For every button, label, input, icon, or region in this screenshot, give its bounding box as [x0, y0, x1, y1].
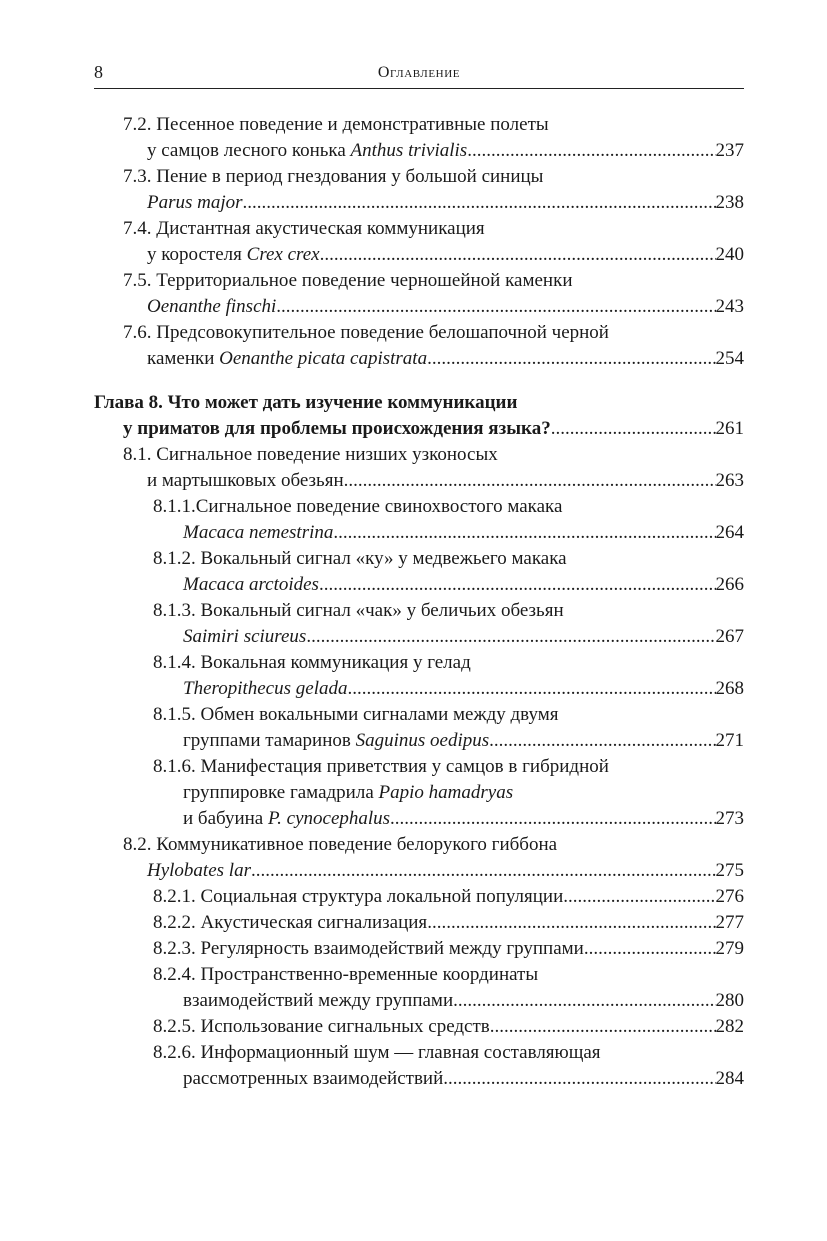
toc-page-number: 280 [715, 990, 744, 1011]
toc-entry-7-6: 7.6. Предсовокупительное поведение белошапочной черной каменки Oenanthe picata capistrata ..... 254 [94, 320, 744, 372]
toc-entry-8-2-1 [94, 884, 744, 910]
header-rule [94, 88, 744, 89]
toc-page-number: 266 [715, 574, 744, 595]
toc-entry-title: 8.1.1.Сигнальное поведение свинохвостого макака [153, 496, 563, 517]
dot-leader [489, 728, 715, 754]
toc-entry-title: 7.3. Пение в период гнездования у большой синицы [123, 166, 544, 187]
toc-page-number: 243 [715, 296, 744, 317]
dot-leader [563, 884, 715, 910]
toc-page-number: 263 [715, 470, 744, 491]
toc-entry-8-2-2 [94, 910, 744, 936]
toc-page-number: 284 [715, 1068, 744, 1089]
toc-entry-7-4: 7.4. Дистантная акустическая коммуникация у коростеля Crex crex ..... 240 [94, 216, 744, 268]
dot-leader [243, 190, 716, 216]
toc-page-number: 264 [715, 522, 744, 543]
toc-page-number: 237 [715, 140, 744, 161]
toc-page-number: 240 [715, 244, 744, 265]
toc-entry-title: 8.2.6. Информационный шум — главная составляющая [153, 1042, 601, 1063]
toc-entry-8-1: 8.1. Сигнальное поведение низших узконосых и мартышковых обезьян ..... 263 [94, 442, 744, 494]
dot-leader [551, 416, 716, 442]
toc-entry-8-2-6: 8.2.6. Информационный шум — главная составляющая рассмотренных взаимодействий ..... 284 [94, 1040, 744, 1092]
toc-entry-title: 8.1.6. Манифестация приветствия у самцов в гибридной [153, 756, 609, 777]
toc-entry-title: 8.2.1. Социальная структура локальной популяции [153, 886, 564, 907]
dot-leader [427, 346, 715, 372]
toc-chapter-8: Глава 8. Что может дать изучение коммуникации у приматов для проблемы происхождения языка? ..... 261 [94, 390, 744, 442]
toc-entry-7-2: 7.2. Песенное поведение и демонстративные полеты у самцов лесного конька Anthus trivialis ..... 237 [94, 112, 744, 164]
toc-page-number: 268 [715, 678, 744, 699]
toc-page-number: 267 [715, 626, 744, 647]
toc-entry-8-2-5 [94, 1014, 744, 1040]
dot-leader [319, 572, 716, 598]
toc-page-number: 254 [715, 348, 744, 369]
toc-entry-7-5: 7.5. Территориальное поведение черношейной каменки Oenanthe finschi ..... 243 [94, 268, 744, 320]
toc-entry-8-1-4: 8.1.4. Вокальная коммуникация у гелад Theropithecus gelada ..... 268 [94, 650, 744, 702]
dot-leader [443, 1066, 715, 1092]
toc-entry-title: 7.4. Дистантная акустическая коммуникация [123, 218, 485, 239]
toc-entry-8-1-3: 8.1.3. Вокальный сигнал «чак» у беличьих обезьян Saimiri sciureus ..... 267 [94, 598, 744, 650]
toc-entry-title: 8.1.4. Вокальная коммуникация у гелад [153, 652, 471, 673]
dot-leader [390, 806, 715, 832]
toc-page-number: 238 [715, 192, 744, 213]
toc-page-number: 273 [715, 808, 744, 829]
toc-page-number: 277 [715, 912, 744, 933]
dot-leader [490, 1014, 716, 1040]
toc-entry-title: 8.2.4. Пространственно-временные координаты [153, 964, 539, 985]
toc-entry-8-1-5: 8.1.5. Обмен вокальными сигналами между двумя группами тамаринов Saguinus oedipus ..... 271 [94, 702, 744, 754]
dot-leader [276, 294, 715, 320]
toc-entry-8-2-4: 8.2.4. Пространственно-временные координаты взаимодействий между группами ..... 280 [94, 962, 744, 1014]
dot-leader [427, 910, 715, 936]
toc-entry-title: 8.1. Сигнальное поведение низших узконосых [123, 444, 498, 465]
chapter-title: Глава 8. Что может дать изучение коммуникации [94, 392, 518, 413]
running-title: Оглавление [377, 64, 461, 81]
toc-entry-8-2-3 [94, 936, 744, 962]
page-number: 8 [94, 62, 103, 82]
toc-entry-title: 8.2.5. Использование сигнальных средств [153, 1016, 490, 1037]
toc-entry-title: 8.2.2. Акустическая сигнализация [153, 912, 428, 933]
toc-entry-title: 8.2.3. Регулярность взаимодействий между группами [153, 938, 584, 959]
dot-leader [347, 676, 715, 702]
toc-page-number: 261 [715, 418, 744, 439]
dot-leader [320, 242, 716, 268]
toc-page-number: 275 [715, 860, 744, 881]
toc-entry-8-1-6: 8.1.6. Манифестация приветствия у самцов в гибридной группировке гамадрила Papio hamadryas и бабуина P. cynocephalus ..... 273 [94, 754, 744, 832]
dot-leader [251, 858, 716, 884]
toc-entry-7-3: 7.3. Пение в период гнездования у большой синицы Parus major ..... 238 [94, 164, 744, 216]
page-header [94, 60, 744, 86]
toc-page-number: 276 [715, 886, 744, 907]
toc-entry-title: 8.1.2. Вокальный сигнал «ку» у медвежьего макака [153, 548, 567, 569]
toc-entry-8-1-2: 8.1.2. Вокальный сигнал «ку» у медвежьего макака Macaca arctoides ..... 266 [94, 546, 744, 598]
toc-page-number: 279 [715, 938, 744, 959]
toc-entry-title: 8.1.5. Обмен вокальными сигналами между двумя [153, 704, 559, 725]
dot-leader [333, 520, 715, 546]
dot-leader [467, 138, 715, 164]
dot-leader [453, 988, 715, 1014]
toc-entry-8-1-1: 8.1.1.Сигнальное поведение свинохвостого макака Macaca nemestrina ..... 264 [94, 494, 744, 546]
toc-entry-title: 7.2. Песенное поведение и демонстративные полеты [123, 114, 549, 135]
toc-entry-8-2: 8.2. Коммуникативное поведение белорукого гиббона Hylobates lar ..... 275 [94, 832, 744, 884]
toc-page-number: 271 [715, 730, 744, 751]
toc-entry-title: 7.5. Территориальное поведение черношейной каменки [123, 270, 573, 291]
toc-page-number: 282 [715, 1016, 744, 1037]
toc-entry-title: 8.1.3. Вокальный сигнал «чак» у беличьих обезьян [153, 600, 564, 621]
toc-entry-title: 8.2. Коммуникативное поведение белорукого гиббона [123, 834, 558, 855]
dot-leader [344, 468, 716, 494]
dot-leader [584, 936, 716, 962]
table-of-contents [94, 112, 744, 1092]
toc-entry-title: 7.6. Предсовокупительное поведение белошапочной черной [123, 322, 609, 343]
dot-leader [306, 624, 715, 650]
